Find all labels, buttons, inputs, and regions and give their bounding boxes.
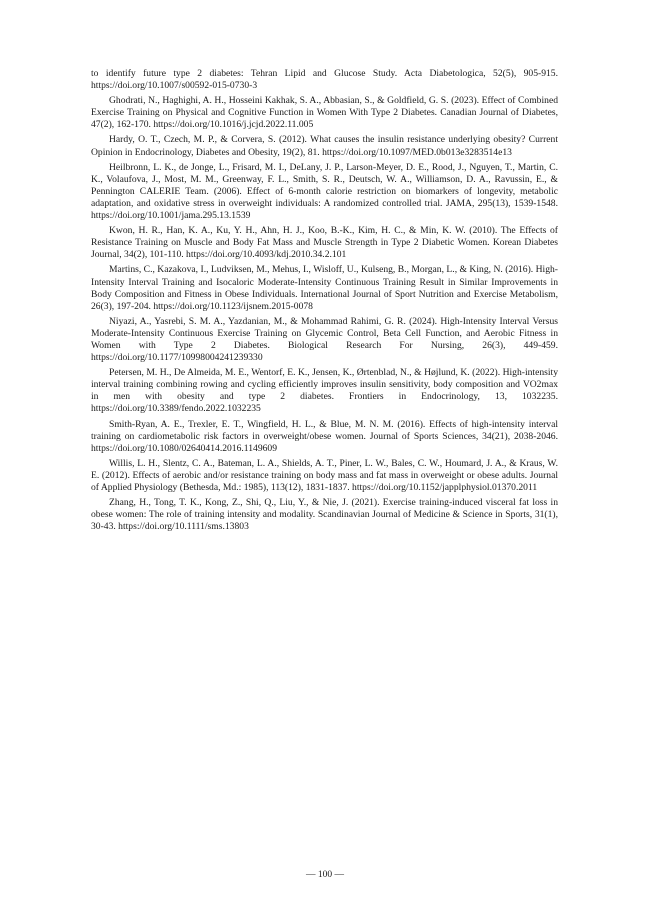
reference-entry-smith-ryan: Smith-Ryan, A. E., Trexler, E. T., Wingfield, H. L., & Blue, M. N. M. (2016). Effects of high-intensity interval training on cardiometabolic risk factors in overweight/obese women. Journal of Sports Sciences, 34(21), 2038-2046. https://doi.org/10.1080/02640414.2016.1149609 bbox=[91, 418, 558, 454]
reference-page bbox=[91, 68, 558, 536]
reference-entry-martins: Martins, C., Kazakova, I., Ludviksen, M., Mehus, I., Wisloff, U., Kulseng, B., Morgan, L., & King, N. (2016). High-Intensity Interval Training and Isocaloric Moderate-Intensity Continuous Training Result in Similar Improvements in Body Composition and Fitness in Obese Individuals. International Journal of Sport Nutrition and Exercise Metabolism, 26(3), 197-204. https://doi.org/10.1123/ijsnem.2015-0078 bbox=[91, 264, 558, 312]
reference-list bbox=[91, 68, 558, 533]
reference-entry-ghodrati: Ghodrati, N., Haghighi, A. H., Hosseini Kakhak, S. A., Abbasian, S., & Goldfield, G. S. (2023). Effect of Combined Exercise Training on Physical and Cognitive Function in Women With Type 2 Diabetes. Canadian Journal of Diabetes, 47(2), 162-170. https://doi.org/10.1016/j.jcjd.2022.11.005 bbox=[91, 95, 558, 131]
reference-entry-niyazi: Niyazi, A., Yasrebi, S. M. A., Yazdanian, M., & Mohammad Rahimi, G. R. (2024). High-Intensity Interval Versus Moderate-Intensity Continuous Exercise Training on Glycemic Control, Beta Cell Function, and Aerobic Fitness in Women with Type 2 Diabetes. Biological Research For Nursing, 26(3), 449-459. https://doi.org/10.1177/10998004241239330 bbox=[91, 315, 558, 364]
reference-entry-petersen: Petersen, M. H., De Almeida, M. E., Wentorf, E. K., Jensen, K., Ørtenblad, N., & Højlund, K. (2022). High-intensity interval training combining rowing and cycling efficiently improves insulin sensitivity, body composition and VO2max in men with obesity and type 2 diabetes. Frontiers in Endocrinology, 13, 1032235. https://doi.org/10.3389/fendo.2022.1032235 bbox=[91, 367, 558, 415]
reference-entry-continued: to identify future type 2 diabetes: Tehran Lipid and Glucose Study. Acta Diabetologica, 52(5), 905-915. https://doi.org/10.1007/s00592-015-0730-3 bbox=[91, 68, 558, 92]
reference-entry-willis: Willis, L. H., Slentz, C. A., Bateman, L. A., Shields, A. T., Piner, L. W., Bales, C. W., Houmard, J. A., & Kraus, W. E. (2012). Effects of aerobic and/or resistance training on body mass and fat mass in overweight or obese adults. Journal of Applied Physiology (Bethesda, Md.: 1985), 113(12), 1831-1837. https://doi.org/10.1152/japplphysiol.01370.2011 bbox=[91, 457, 558, 493]
reference-entry-zhang: Zhang, H., Tong, T. K., Kong, Z., Shi, Q., Liu, Y., & Nie, J. (2021). Exercise training-induced visceral fat loss in obese women: The role of training intensity and modality. Scandinavian Journal of Medicine & Science in Sports, 31(1), 30-43. https://doi.org/10.1111/sms.13803 bbox=[91, 497, 558, 533]
page-number: — 100 — bbox=[306, 870, 344, 880]
reference-entry-heilbronn: Heilbronn, L. K., de Jonge, L., Frisard, M. I., DeLany, J. P., Larson-Meyer, D. E., Rood, J., Nguyen, T., Martin, C. K., Volaufova, J., Most, M. M., Greenway, F. L., Smith, S. R., Deutsch, W. A., Williamson, D. A., Ravussin, E., & Pennington CALERIE Team. (2006). Effect of 6-month calorie restriction on biomarkers of longevity, metabolic adaptation, and oxidative stress in overweight individuals: A randomized controlled trial. JAMA, 295(13), 1539-1548. https://doi.org/10.1001/jama.295.13.1539 bbox=[91, 161, 558, 222]
reference-entry-kwon: Kwon, H. R., Han, K. A., Ku, Y. H., Ahn, H. J., Koo, B.-K., Kim, H. C., & Min, K. W. (2010). The Effects of Resistance Training on Muscle and Body Fat Mass and Muscle Strength in Type 2 Diabetic Women. Korean Diabetes Journal, 34(2), 101-110. https://doi.org/10.4093/kdj.2010.34.2.101 bbox=[91, 225, 558, 261]
reference-entry-hardy: Hardy, O. T., Czech, M. P., & Corvera, S. (2012). What causes the insulin resistance underlying obesity? Current Opinion in Endocrinology, Diabetes and Obesity, 19(2), 81. https://doi.org/10.1097/MED.0b013e3283514e13 bbox=[91, 134, 558, 158]
